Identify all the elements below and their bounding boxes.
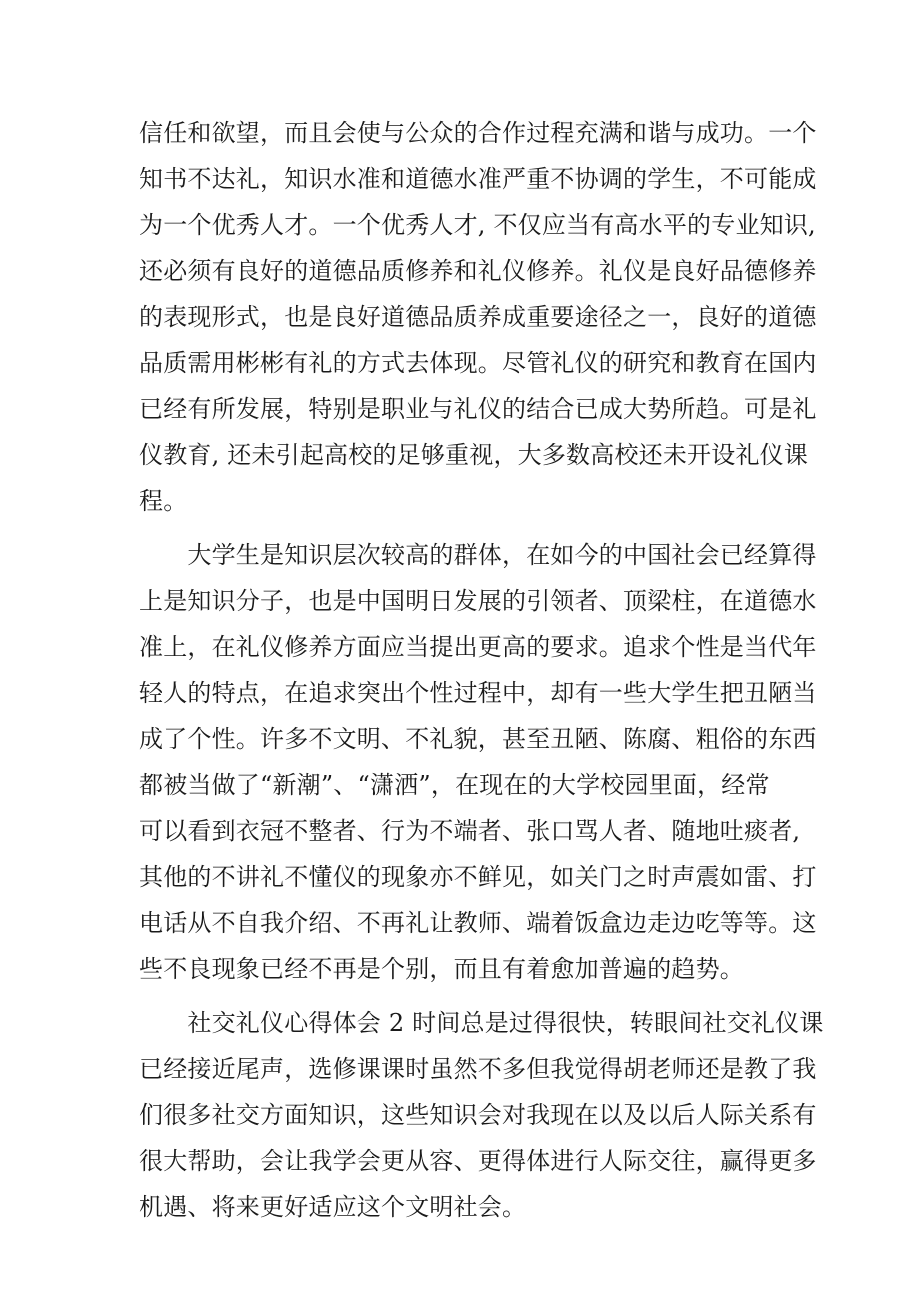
text-line: 轻人的特点，在追求突出个性过程中，却有一些大学生把丑陋当 <box>139 679 817 707</box>
text-line: 上是知识分子，也是中国明日发展的引领者、顶梁柱，在道德水 <box>139 587 817 615</box>
text-line: 仪教育, 还未引起高校的足够重视，大多数高校还未开设礼仪课 <box>139 441 809 469</box>
text-line: 的表现形式，也是良好道德品质养成重要途径之一，良好的道德 <box>139 303 817 331</box>
text-line: 信任和欲望，而且会使与公众的合作过程充满和谐与成功。一个 <box>139 119 817 147</box>
text-line: 都被当做了“新潮”、“潇洒”，在现在的大学校园里面，经常 <box>139 771 770 799</box>
document-body <box>139 110 824 1230</box>
text-line: 其他的不讲礼不懂仪的现象亦不鲜见，如关门之时声震如雷、打 <box>139 863 817 891</box>
text-line: 准上，在礼仪修养方面应当提出更高的要求。追求个性是当代年 <box>139 633 817 661</box>
text-line: 为一个优秀人才。一个优秀人才, 不仅应当有高水平的专业知识, <box>139 211 816 239</box>
paragraph-3 <box>139 1000 824 1230</box>
text-line: 机遇、将来更好适应这个文明社会。 <box>139 1193 527 1221</box>
paragraph-2 <box>139 532 817 992</box>
text-line: 们很多社交方面知识，这些知识会对我现在以及以后人际关系有 <box>139 1101 817 1129</box>
paragraph-1 <box>139 110 817 524</box>
text-line: 些不良现象已经不再是个别，而且有着愈加普遍的趋势。 <box>139 955 744 983</box>
text-line: 已经有所发展，特别是职业与礼仪的结合已成大势所趋。可是礼 <box>139 395 817 423</box>
text-line: 还必须有良好的道德品质修养和礼仪修养。礼仪是良好品德修养 <box>139 257 817 285</box>
text-line: 大学生是知识层次较高的群体，在如今的中国社会已经算得 <box>139 541 817 569</box>
text-line: 很大帮助，会让我学会更从容、更得体进行人际交往，赢得更多 <box>139 1147 817 1175</box>
text-line: 知书不达礼，知识水准和道德水准严重不协调的学生，不可能成 <box>139 165 817 193</box>
text-line: 可以看到衣冠不整者、行为不端者、张口骂人者、随地吐痰者, <box>139 817 801 845</box>
text-line: 社交礼仪心得体会 2 时间总是过得很快，转眼间社交礼仪课 <box>139 1009 824 1037</box>
text-line: 品质需用彬彬有礼的方式去体现。尽管礼仪的研究和教育在国内 <box>139 349 817 377</box>
text-line: 电话从不自我介绍、不再礼让教师、端着饭盒边走边吃等等。这 <box>139 909 817 937</box>
text-line: 程。 <box>139 487 188 515</box>
text-line: 已经接近尾声，选修课课时虽然不多但我觉得胡老师还是教了我 <box>139 1055 817 1083</box>
text-line: 成了个性。许多不文明、不礼貌，甚至丑陋、陈腐、粗俗的东西 <box>139 725 817 753</box>
